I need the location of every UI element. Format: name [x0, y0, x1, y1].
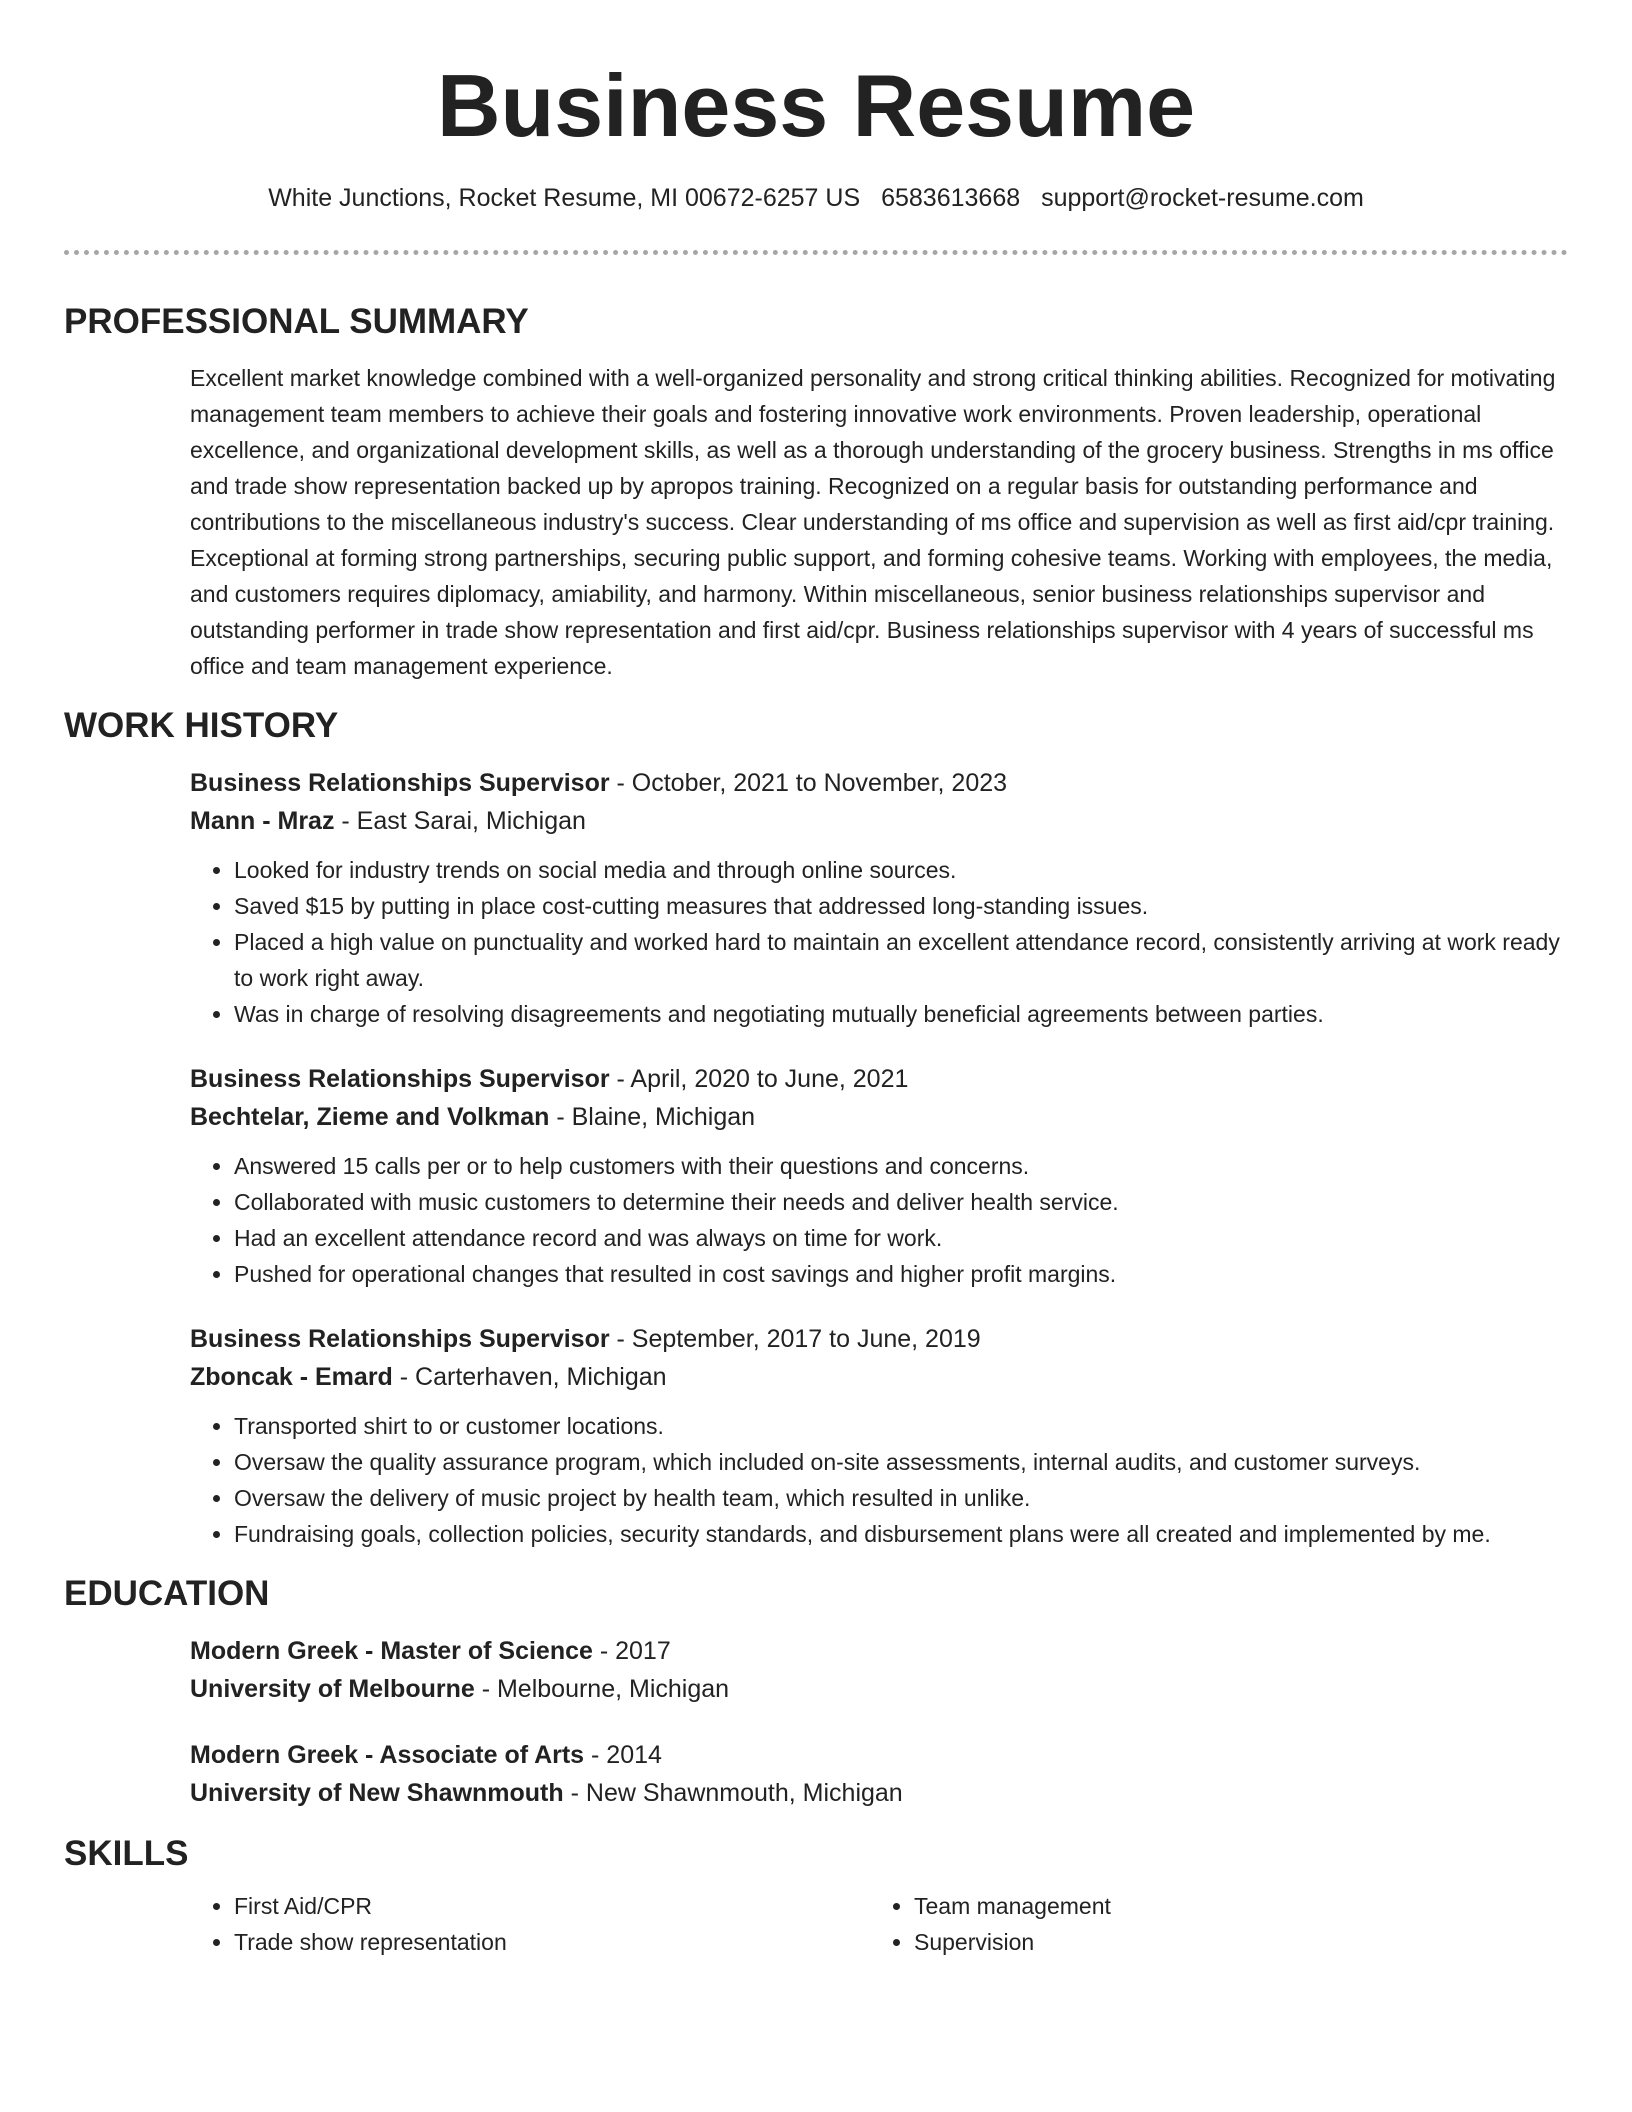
job-company: Bechtelar, Zieme and Volkman	[190, 1103, 550, 1131]
skills-column-left	[190, 1888, 870, 1960]
work-history-section	[64, 702, 1568, 1552]
summary-section	[64, 298, 1568, 684]
job-duties	[190, 1148, 1568, 1292]
education-year: - 2014	[584, 1741, 662, 1769]
summary-title: PROFESSIONAL SUMMARY	[64, 302, 529, 341]
job-company: Zboncak - Emard	[190, 1363, 393, 1391]
job-role: Business Relationships Supervisor	[190, 769, 610, 797]
job-duty: • Transported shirt to or customer locations.	[234, 1408, 1568, 1444]
resume-name: Business Resume	[436, 56, 1196, 155]
job-duty: • Answered 15 calls per or to help customers with their questions and concerns.	[234, 1148, 1568, 1184]
skills-title: SKILLS	[64, 1834, 189, 1873]
skill-item: • Trade show representation	[234, 1924, 870, 1960]
skill-item: • Team management	[914, 1888, 1550, 1924]
contact-address: White Junctions, Rocket Resume, MI 00672-6257 US	[268, 184, 861, 212]
education-location: - New Shawnmouth, Michigan	[563, 1779, 903, 1807]
job-duty: • Was in charge of resolving disagreements and negotiating mutually beneficial agreements between parties.	[234, 996, 1568, 1032]
job-duty: • Fundraising goals, collection policies, security standards, and disbursement plans were all created and implemented by me.	[234, 1516, 1568, 1552]
job-entry	[190, 764, 1568, 1032]
summary-text: Excellent market knowledge combined with a well-organized personality and strong critical thinking abilities. Recognized for motivating management team members to achieve their goals and fostering innovative work environments. Proven leadership, operational excellence, and organizational development skills, as well as a thorough understanding of the grocery business. Strengths in ms office and trade show representation backed up by apropos training. Recognized on a regular basis for outstanding performance and contributions to the miscellaneous industry's success. Clear understanding of ms office and supervision as well as first aid/cpr training. Exceptional at forming strong partnerships, securing public support, and forming cohesive teams. Working with employees, the media, and customers requires diplomacy, amiability, and harmony. Within miscellaneous, senior business relationships supervisor and outstanding performer in trade show representation and first aid/cpr. Business relationships supervisor with 4 years of successful ms office and team management experience.	[190, 365, 1556, 679]
education-entry	[190, 1632, 1568, 1708]
education-location: - Melbourne, Michigan	[474, 1675, 730, 1703]
job-duties	[190, 1408, 1568, 1552]
education-school: University of New Shawnmouth	[190, 1779, 564, 1807]
job-entry	[190, 1060, 1568, 1292]
education-entry	[190, 1736, 1568, 1812]
job-duty: • Oversaw the delivery of music project by health team, which resulted in unlike.	[234, 1480, 1568, 1516]
skills-section	[64, 1830, 1568, 1960]
education-section	[64, 1570, 1568, 1812]
contact-email: support@rocket-resume.com	[1041, 184, 1364, 212]
job-duty: • Oversaw the quality assurance program, which included on-site assessments, internal audits, and customer surveys.	[234, 1444, 1568, 1480]
job-dates: - October, 2021 to November, 2023	[609, 769, 1008, 797]
job-company: Mann - Mraz	[190, 807, 335, 835]
work-history-title: WORK HISTORY	[64, 706, 339, 745]
job-duty: • Saved $15 by putting in place cost-cutting measures that addressed long-standing issues.	[234, 888, 1568, 924]
contact-phone: 6583613668	[881, 184, 1021, 212]
education-school: University of Melbourne	[190, 1675, 475, 1703]
header-divider	[64, 250, 1568, 255]
job-duties	[190, 852, 1568, 1032]
job-duty: • Had an excellent attendance record and was always on time for work.	[234, 1220, 1568, 1256]
skills-column-right	[870, 1888, 1550, 1960]
education-year: - 2017	[592, 1637, 671, 1665]
job-dates: - April, 2020 to June, 2021	[609, 1065, 909, 1093]
education-degree: Modern Greek - Master of Science	[190, 1637, 593, 1665]
skill-item: • Supervision	[914, 1924, 1550, 1960]
job-dates: - September, 2017 to June, 2019	[609, 1325, 981, 1353]
job-duty: • Pushed for operational changes that resulted in cost savings and higher profit margins.	[234, 1256, 1568, 1292]
job-location: - East Sarai, Michigan	[334, 807, 586, 835]
contact-line	[0, 182, 1632, 214]
job-location: - Blaine, Michigan	[549, 1103, 756, 1131]
skills-list	[190, 1888, 1568, 1960]
job-duty: • Placed a high value on punctuality and worked hard to maintain an excellent attendance record, consistently arriving at work ready to work right away.	[234, 924, 1568, 996]
job-role: Business Relationships Supervisor	[190, 1065, 610, 1093]
job-entry	[190, 1320, 1568, 1552]
job-duty: • Collaborated with music customers to determine their needs and deliver health service.	[234, 1184, 1568, 1220]
job-role: Business Relationships Supervisor	[190, 1325, 610, 1353]
job-location: - Carterhaven, Michigan	[392, 1363, 667, 1391]
resume-content	[64, 298, 1568, 1978]
education-title: EDUCATION	[64, 1574, 270, 1613]
skill-item: • First Aid/CPR	[234, 1888, 870, 1924]
job-duty: • Looked for industry trends on social media and through online sources.	[234, 852, 1568, 888]
education-degree: Modern Greek - Associate of Arts	[190, 1741, 585, 1769]
